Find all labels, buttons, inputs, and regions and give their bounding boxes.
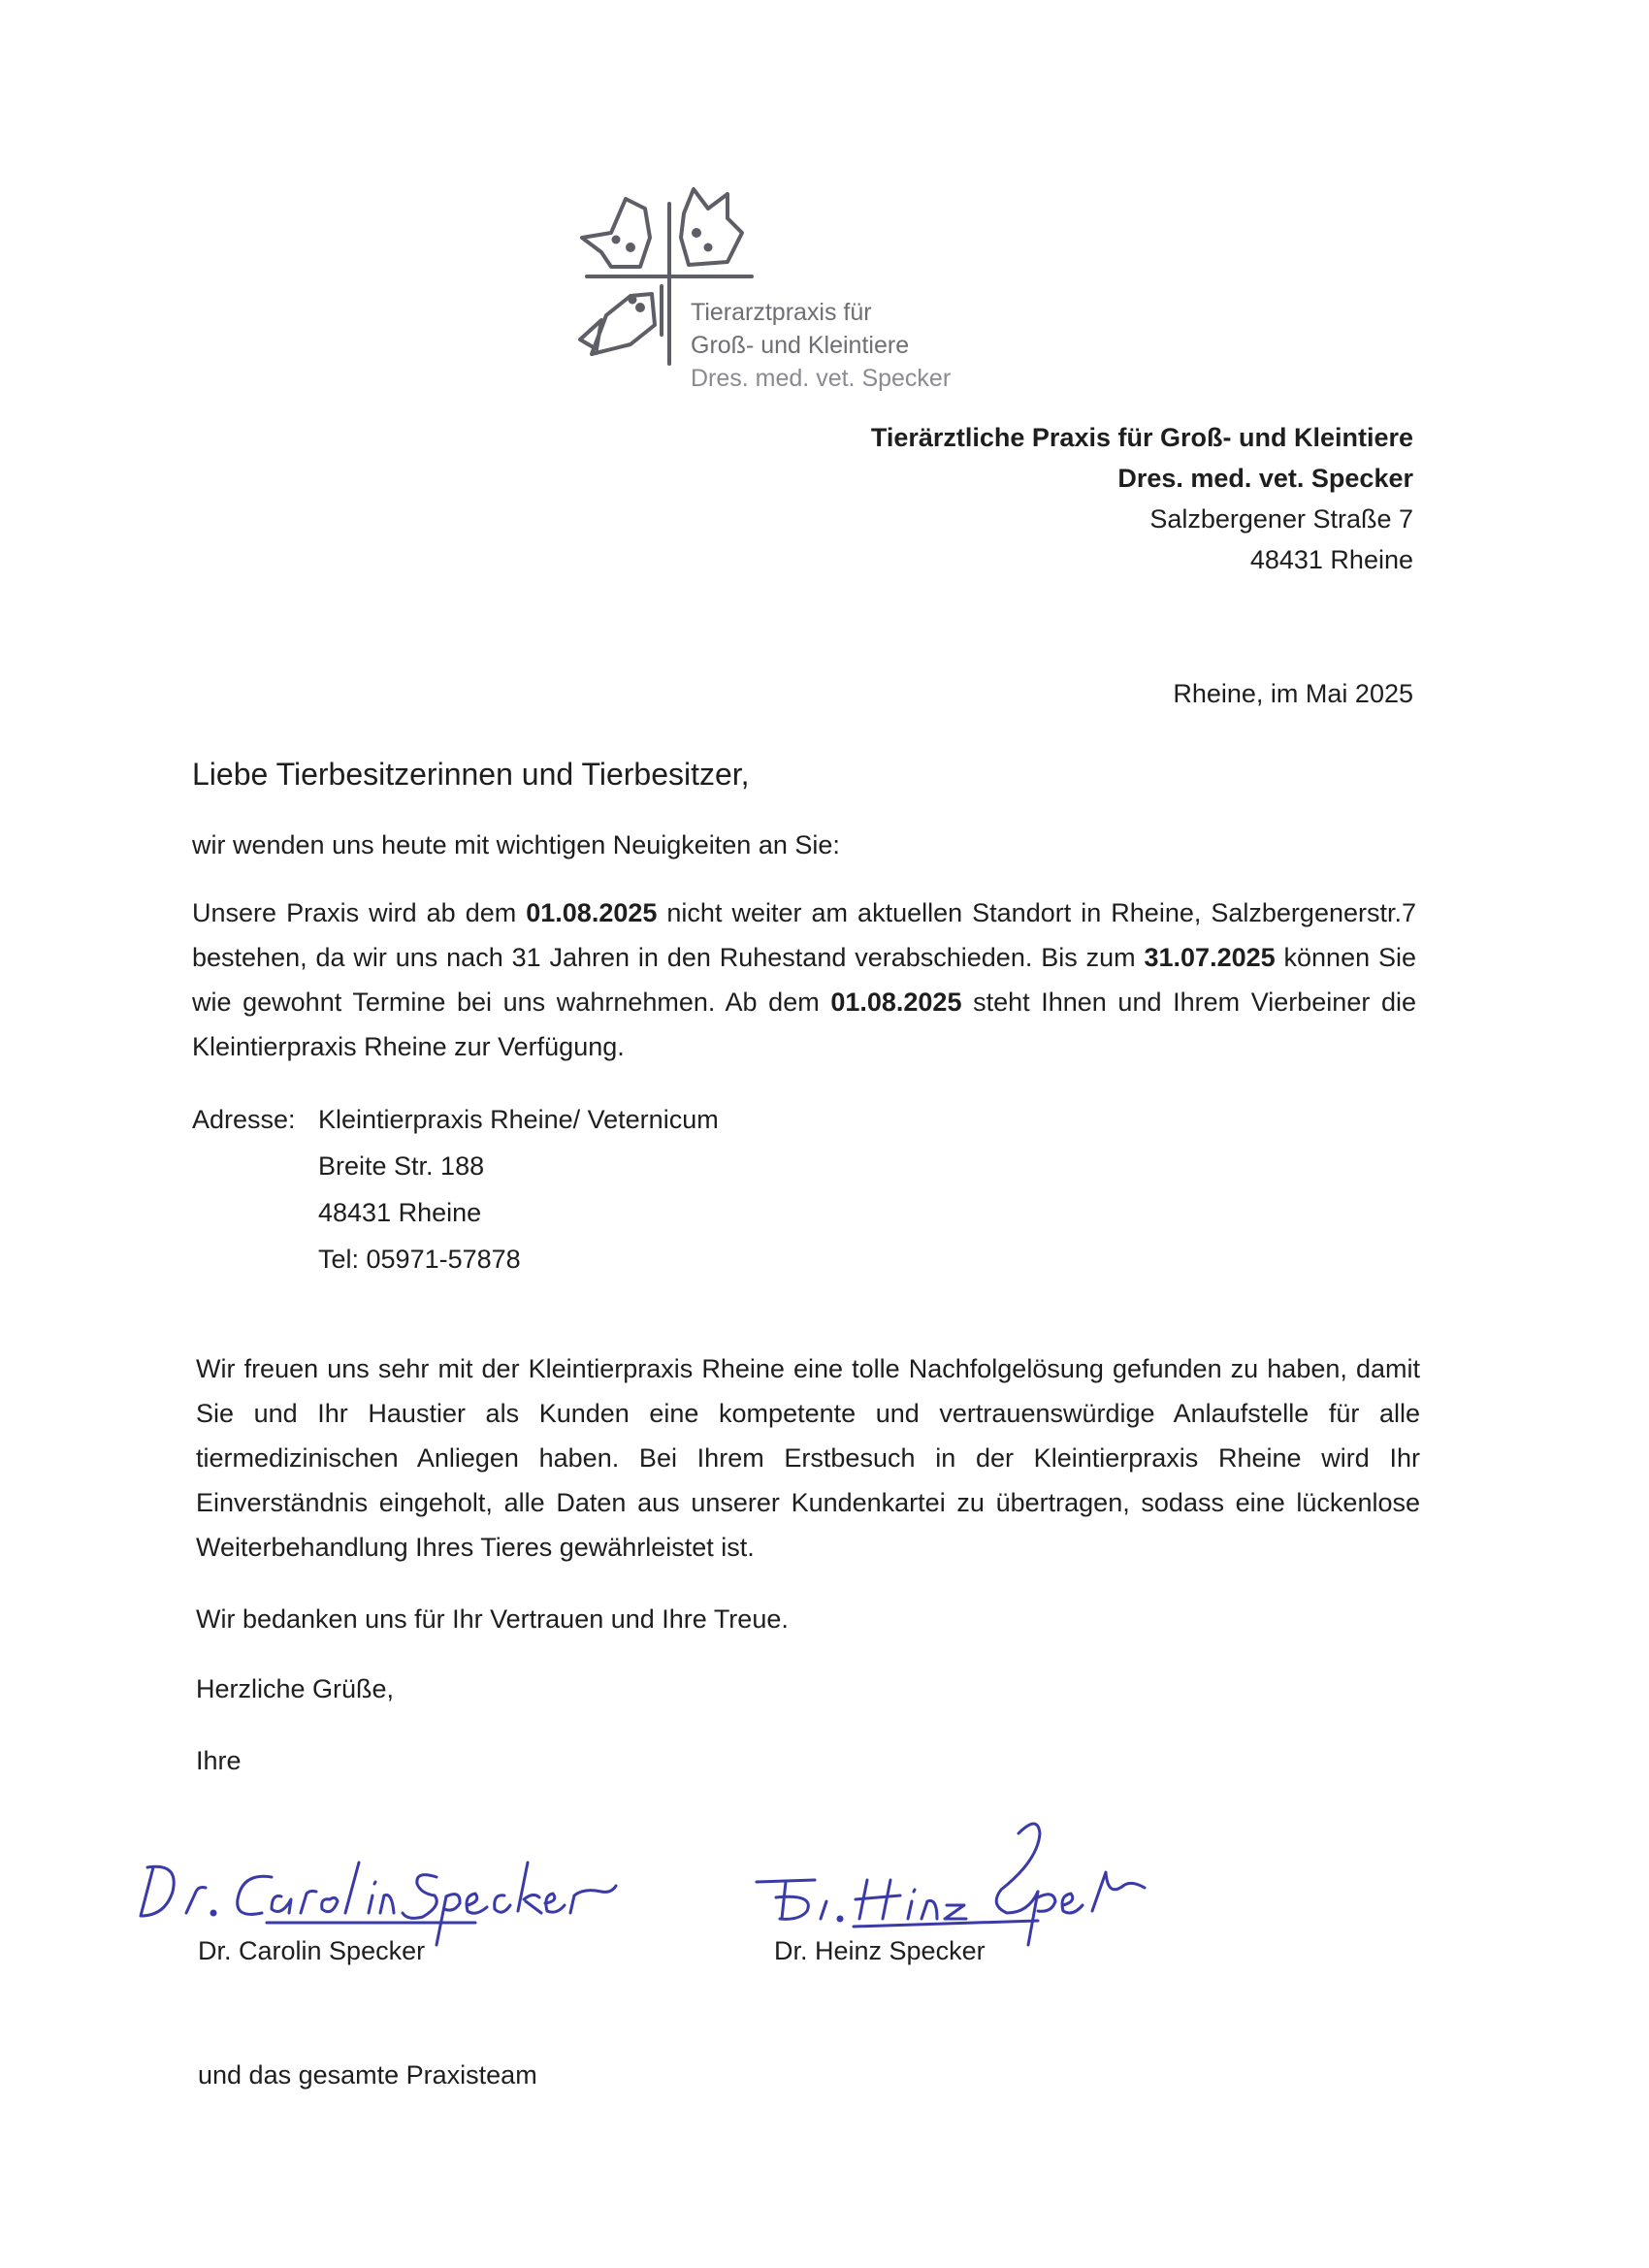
letter-date: Rheine, im Mai 2025 [1173, 679, 1413, 708]
address-label: Adresse: [192, 1105, 296, 1134]
signature-carolin [126, 1824, 630, 1950]
logo-line-3: Dres. med. vet. Specker [691, 365, 952, 392]
sender-address [871, 417, 1413, 580]
address-street: Breite Str. 188 [318, 1151, 485, 1181]
sender-street: Salzbergener Straße 7 [1149, 504, 1413, 534]
sender-name: Tierärztliche Praxis für Groß- und Kleintiere [870, 423, 1413, 452]
regards-line: Herzliche Grüße, [196, 1674, 395, 1703]
signature-heinz [747, 1804, 1193, 1950]
thanks-line: Wir bedanken uns für Ihr Vertrauen und Ihre Treue. [196, 1604, 789, 1634]
announcement-date-1: 01.08.2025 [526, 898, 658, 927]
signatory-name-carolin: Dr. Carolin Specker [198, 1936, 426, 1965]
logo-line-1: Tierarztpraxis für [691, 299, 872, 326]
closing-line: und das gesamte Praxisteam [198, 2060, 537, 2090]
announcement-text-2: nicht weiter am aktuellen Standort in Rheine, Salzbergenerstr.7 bestehen, da wir uns nach 31 Jahren in den Ruhestand verabschieden. Bis zum [192, 898, 1417, 972]
announcement-text-1: Unsere Praxis wird ab dem [192, 898, 527, 927]
announcement-text-3: können Sie wie gewohnt Termine bei uns wahrnehmen. Ab dem [192, 943, 1416, 1017]
announcement-paragraph [192, 891, 1416, 1069]
sender-doctors: Dres. med. vet. Specker [1117, 464, 1413, 493]
signatory-name-heinz: Dr. Heinz Specker [774, 1936, 986, 1965]
successor-paragraph: Wir freuen uns sehr mit der Kleintierpraxis Rheine eine tolle Nachfolgelösung gefunden zu haben, damit Sie und Ihr Haustier als Kunden eine kompetente und vertrauenswürdige Anlaufstelle für alle tiermedizinischen Anliegen haben. Bei Ihrem Erstbesuch in der Kleintierpraxis Rheine wird Ihr Einverständnis eingeholt, alle Daten aus unserer Kundenkartei zu übertragen, sodass eine lückenlose Weiterbehandlung Ihres Tieres gewährleistet ist. [196, 1354, 1420, 1562]
yours-line: Ihre [196, 1746, 242, 1775]
intro-paragraph: wir wenden uns heute mit wichtigen Neuigkeiten an Sie: [192, 830, 840, 859]
address-phone: Tel: 05971-57878 [318, 1245, 521, 1274]
announcement-text-4: steht Ihnen und Ihrem Vierbeiner die Kleintierpraxis Rheine zur Verfügung. [192, 988, 1416, 1061]
sender-city: 48431 Rheine [1249, 545, 1413, 574]
salutation: Liebe Tierbesitzerinnen und Tierbesitzer, [192, 757, 750, 792]
announcement-date-2: 31.07.2025 [1144, 943, 1276, 972]
logo-text [691, 296, 951, 395]
address-city: 48431 Rheine [318, 1198, 482, 1227]
logo-line-2: Groß- und Kleintiere [691, 332, 910, 359]
announcement-date-3: 01.08.2025 [830, 988, 962, 1017]
address-name: Kleintierpraxis Rheine/ Veternicum [318, 1105, 719, 1134]
